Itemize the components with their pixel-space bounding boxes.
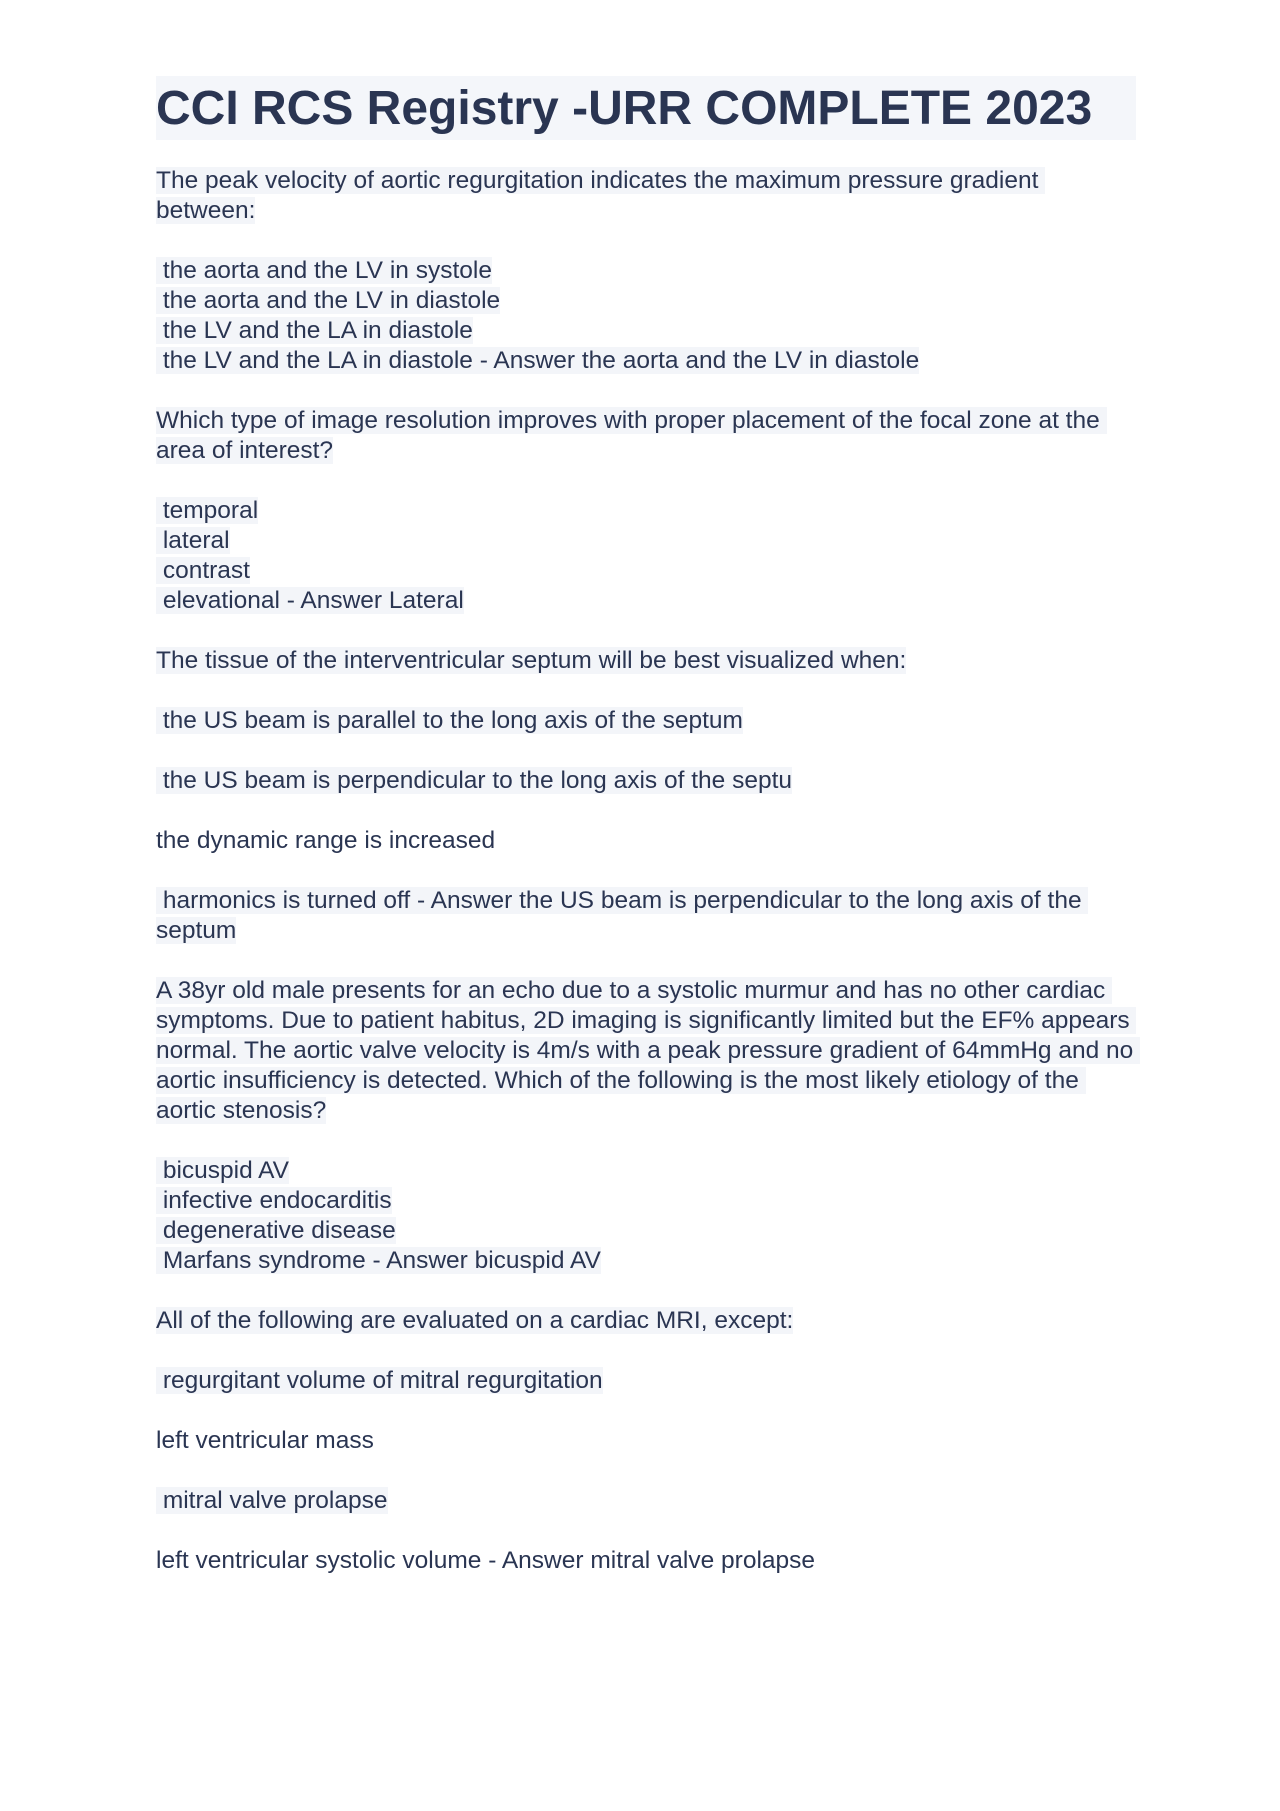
blank-line: [156, 796, 1136, 826]
text-line-content: mitral valve prolapse: [156, 1487, 388, 1514]
text-line: [156, 286, 1136, 316]
text-line-content: Marfans syndrome - Answer bicuspid AV: [156, 1247, 601, 1274]
blank-line: [156, 1396, 1136, 1426]
text-line: [156, 826, 1136, 856]
text-line: [156, 166, 1136, 226]
text-line: [156, 586, 1136, 616]
text-line: [156, 1186, 1136, 1216]
text-line-content: temporal: [156, 497, 259, 524]
text-line-content: the LV and the LA in diastole - Answer the aorta and the LV in diastole: [156, 347, 920, 374]
text-line: [156, 526, 1136, 556]
text-line-content: the LV and the LA in diastole: [156, 317, 473, 344]
text-line-content: regurgitant volume of mitral regurgitation: [156, 1367, 603, 1394]
text-line-content: bicuspid AV: [156, 1157, 290, 1184]
text-line: [156, 346, 1136, 376]
blank-line: [156, 736, 1136, 766]
text-line-content: infective endocarditis: [156, 1187, 392, 1214]
text-line: [156, 496, 1136, 526]
text-line-content: degenerative disease: [156, 1217, 396, 1244]
text-line: [156, 556, 1136, 586]
text-line: [156, 1486, 1136, 1516]
text-line: [156, 706, 1136, 736]
text-line-content: the dynamic range is increased: [156, 827, 496, 854]
text-line-content: harmonics is turned off - Answer the US beam is perpendicular to the long axis of the septum: [156, 887, 1089, 944]
document-page: [156, 76, 1141, 1576]
text-line: [156, 406, 1136, 466]
title-block: [156, 76, 1136, 140]
blank-line: [156, 1336, 1136, 1366]
text-line: [156, 1366, 1136, 1396]
text-line: [156, 1216, 1136, 1246]
blank-line: [156, 466, 1136, 496]
text-line-content: the aorta and the LV in systole: [156, 257, 492, 284]
blank-line: [156, 1126, 1136, 1156]
text-line-content: the US beam is perpendicular to the long axis of the septu: [156, 767, 793, 794]
text-line-content: The tissue of the interventricular septum will be best visualized when:: [156, 647, 907, 674]
text-line-content: left ventricular mass: [156, 1427, 374, 1454]
blank-line: [156, 1276, 1136, 1306]
blank-line: [156, 226, 1136, 256]
text-line-content: A 38yr old male presents for an echo due to a systolic murmur and has no other cardiac symptoms. Due to patient habitus, 2D imaging is significantly limited but the EF% appears normal. The aortic valve velocity is 4m/s with a peak pressure gradient of 64mmHg and no aortic insufficiency is detected. Which of the following is the most likely etiology of the aortic stenosis?: [156, 977, 1141, 1124]
text-line: [156, 976, 1141, 1126]
text-line: [156, 886, 1136, 946]
text-line: [156, 1546, 1136, 1576]
blank-line: [156, 946, 1136, 976]
text-line: [156, 646, 1136, 676]
text-line-content: the aorta and the LV in diastole: [156, 287, 501, 314]
text-line-content: All of the following are evaluated on a cardiac MRI, except:: [156, 1307, 794, 1334]
text-line-content: Which type of image resolution improves with proper placement of the focal zone at the area of interest?: [156, 407, 1107, 464]
text-line: [156, 1156, 1136, 1186]
blank-line: [156, 616, 1136, 646]
blank-line: [156, 1456, 1136, 1486]
text-line: [156, 316, 1136, 346]
text-line-content: lateral: [156, 527, 230, 554]
text-line-content: left ventricular systolic volume - Answer mitral valve prolapse: [156, 1547, 816, 1574]
text-line: [156, 766, 1136, 796]
text-line: [156, 1426, 1136, 1456]
text-line-content: elevational - Answer Lateral: [156, 587, 464, 614]
document-title: CCI RCS Registry -URR COMPLETE 2023: [156, 82, 1093, 135]
blank-line: [156, 676, 1136, 706]
blank-line: [156, 856, 1136, 886]
text-line: [156, 1306, 1136, 1336]
text-line: [156, 256, 1136, 286]
text-line: [156, 1246, 1136, 1276]
text-line-content: contrast: [156, 557, 250, 584]
text-line-content: The peak velocity of aortic regurgitation indicates the maximum pressure gradient between:: [156, 167, 1046, 224]
blank-line: [156, 376, 1136, 406]
blank-line: [156, 1516, 1136, 1546]
text-line-content: the US beam is parallel to the long axis of the septum: [156, 707, 743, 734]
document-body: [156, 166, 1141, 1576]
